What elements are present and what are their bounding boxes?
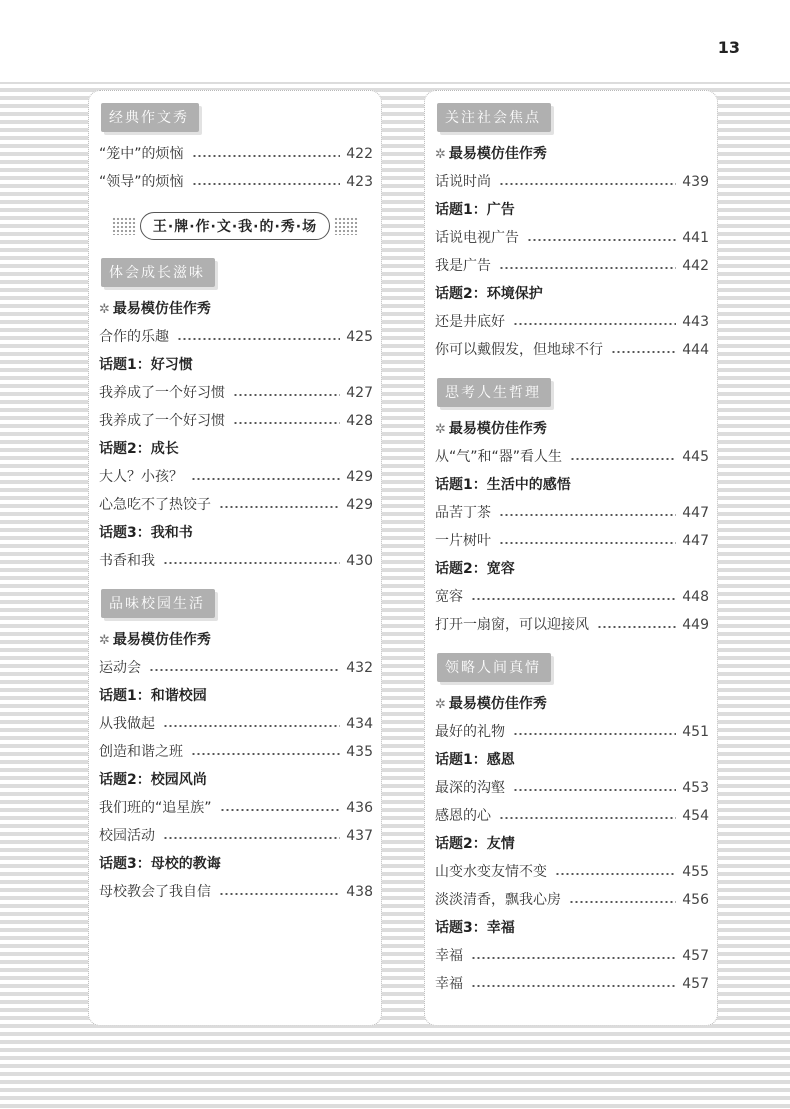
label-text: 最易模仿佳作秀: [448, 146, 547, 162]
section-heading: 经典作文秀: [101, 103, 199, 132]
entry-title: 创造和谐之班: [99, 744, 183, 760]
dot-leader: [149, 669, 340, 671]
topic-label: [97, 351, 373, 379]
featured-label: [433, 690, 709, 718]
toc-section: [97, 585, 373, 906]
entry-title: 运动会: [99, 660, 141, 676]
toc-entry[interactable]: [433, 499, 709, 527]
page-header: [0, 0, 790, 82]
toc-entry[interactable]: [97, 379, 373, 407]
dot-leader: [192, 183, 341, 185]
entry-page-number: 436: [346, 800, 373, 816]
dot-leader: [192, 155, 341, 157]
label-text: 话题2：友情: [435, 836, 515, 852]
label-text: 话题3：幸福: [435, 920, 515, 936]
decorative-dots-right: [334, 217, 358, 235]
label-text: 话题2：环境保护: [435, 286, 543, 302]
toc-right-column: [424, 90, 718, 1026]
entry-title: 我养成了一个好习惯: [99, 385, 225, 401]
dot-leader: [499, 267, 676, 269]
label-text: 话题1：和谐校园: [99, 688, 207, 704]
entry-page-number: 429: [346, 469, 373, 485]
toc-entry[interactable]: [433, 583, 709, 611]
toc-right-content: [425, 91, 717, 998]
dot-leader: [513, 789, 676, 791]
entry-page-number: 438: [346, 884, 373, 900]
gear-icon: ✲: [99, 302, 110, 317]
featured-label: [97, 626, 373, 654]
entry-page-number: 443: [682, 314, 709, 330]
toc-entry[interactable]: [97, 323, 373, 351]
label-text: 最易模仿佳作秀: [448, 421, 547, 437]
entry-title: 宽容: [435, 589, 463, 605]
toc-entry[interactable]: [433, 718, 709, 746]
dot-leader: [499, 183, 676, 185]
toc-left-column: [88, 90, 382, 1026]
section-heading: 体会成长滋味: [101, 258, 215, 287]
entry-page-number: 448: [682, 589, 709, 605]
dot-leader: [191, 478, 340, 480]
dot-leader: [569, 901, 676, 903]
entry-title: “领导”的烦恼: [99, 174, 184, 190]
label-text: 话题1：广告: [435, 202, 515, 218]
dot-leader: [233, 422, 340, 424]
entry-title: 最深的沟壑: [435, 780, 505, 796]
entry-title: 我们班的“追星族”: [99, 800, 212, 816]
entry-title: 合作的乐趣: [99, 329, 169, 345]
toc-entry[interactable]: [433, 802, 709, 830]
toc-entry[interactable]: [97, 654, 373, 682]
topic-label: [97, 435, 373, 463]
topic-label: [433, 555, 709, 583]
label-text: 话题2：成长: [99, 441, 179, 457]
gear-icon: ✲: [435, 697, 446, 712]
toc-entry[interactable]: [97, 407, 373, 435]
toc-entry[interactable]: [433, 611, 709, 639]
dot-leader: [611, 351, 676, 353]
section-heading: 品味校园生活: [101, 589, 215, 618]
toc-entry[interactable]: [97, 140, 373, 168]
entry-page-number: 453: [682, 780, 709, 796]
label-text: 话题3：我和书: [99, 525, 193, 541]
toc-entry[interactable]: [97, 878, 373, 906]
dot-leader: [219, 893, 340, 895]
dot-leader: [597, 626, 676, 628]
decorative-dots-left: [112, 217, 136, 235]
toc-entry[interactable]: [433, 443, 709, 471]
entry-title: 从“气”和“器”看人生: [435, 449, 563, 465]
entry-page-number: 439: [682, 174, 709, 190]
topic-label: [433, 280, 709, 308]
entry-title: 品苦丁茶: [435, 505, 491, 521]
topic-label: [97, 850, 373, 878]
section-heading: 领略人间真情: [437, 653, 551, 682]
entry-page-number: 457: [682, 948, 709, 964]
entry-title: 还是井底好: [435, 314, 505, 330]
toc-entry[interactable]: [433, 774, 709, 802]
entry-page-number: 456: [682, 892, 709, 908]
featured-label: [433, 140, 709, 168]
entry-page-number: 432: [346, 660, 373, 676]
dot-leader: [471, 598, 676, 600]
entry-title: 我养成了一个好习惯: [99, 413, 225, 429]
dot-leader: [219, 506, 340, 508]
label-text: 话题2：宽容: [435, 561, 515, 577]
entry-page-number: 457: [682, 976, 709, 992]
toc-entry[interactable]: [97, 463, 373, 491]
dot-leader: [499, 514, 676, 516]
label-text: 话题1：好习惯: [99, 357, 193, 373]
entry-title: 从我做起: [99, 716, 155, 732]
entry-title: 大人？小孩？: [99, 469, 183, 485]
toc-entry[interactable]: [433, 886, 709, 914]
toc-entry[interactable]: [97, 491, 373, 519]
toc-entry[interactable]: [433, 336, 709, 364]
section-banner: [97, 212, 373, 240]
label-text: 最易模仿佳作秀: [448, 696, 547, 712]
entry-title: 打开一扇窗，可以迎接风: [435, 617, 589, 633]
entry-title: 心急吃不了热饺子: [99, 497, 211, 513]
toc-entry[interactable]: [97, 168, 373, 196]
label-text: 最易模仿佳作秀: [112, 632, 211, 648]
entry-page-number: 427: [346, 385, 373, 401]
banner-title: 王·牌·作·文·我·的·秀·场: [140, 212, 330, 240]
dot-leader: [220, 809, 341, 811]
label-text: 话题3：母校的教诲: [99, 856, 221, 872]
entry-page-number: 423: [346, 174, 373, 190]
topic-label: [97, 519, 373, 547]
entry-title: 话说时尚: [435, 174, 491, 190]
entry-title: 你可以戴假发，但地球不行: [435, 342, 603, 358]
toc-section: [433, 374, 709, 639]
entry-title: 校园活动: [99, 828, 155, 844]
entry-title: 母校教会了我自信: [99, 884, 211, 900]
entry-page-number: 430: [346, 553, 373, 569]
topic-label: [433, 471, 709, 499]
dot-leader: [499, 817, 676, 819]
entry-title: 我是广告: [435, 258, 491, 274]
entry-title: 幸福: [435, 948, 463, 964]
toc-entry[interactable]: [433, 224, 709, 252]
entry-title: 幸福: [435, 976, 463, 992]
section-heading: 思考人生哲理: [437, 378, 551, 407]
entry-page-number: 451: [682, 724, 709, 740]
entry-page-number: 447: [682, 533, 709, 549]
dot-leader: [499, 542, 676, 544]
dot-leader: [513, 733, 676, 735]
dot-leader: [527, 239, 676, 241]
toc-entry[interactable]: [97, 547, 373, 575]
topic-label: [433, 196, 709, 224]
entry-page-number: 422: [346, 146, 373, 162]
toc-entry[interactable]: [433, 942, 709, 970]
entry-page-number: 444: [682, 342, 709, 358]
entry-title: 最好的礼物: [435, 724, 505, 740]
entry-page-number: 449: [682, 617, 709, 633]
entry-title: 书香和我: [99, 553, 155, 569]
entry-page-number: 442: [682, 258, 709, 274]
topic-label: [97, 682, 373, 710]
dot-leader: [163, 837, 340, 839]
dot-leader: [471, 985, 676, 987]
entry-page-number: 425: [346, 329, 373, 345]
toc-section: [97, 254, 373, 575]
toc-left-content: [89, 91, 381, 906]
topic-label: [433, 830, 709, 858]
toc-entry[interactable]: [97, 822, 373, 850]
dot-leader: [177, 338, 340, 340]
entry-page-number: 437: [346, 828, 373, 844]
entry-page-number: 454: [682, 808, 709, 824]
toc-entry[interactable]: [433, 308, 709, 336]
dot-leader: [570, 458, 676, 460]
entry-title: 话说电视广告: [435, 230, 519, 246]
section-heading: 关注社会焦点: [437, 103, 551, 132]
topic-label: [97, 766, 373, 794]
toc-entry[interactable]: [433, 970, 709, 998]
toc-entry[interactable]: [97, 794, 373, 822]
gear-icon: ✲: [435, 147, 446, 162]
label-text: 话题2：校园风尚: [99, 772, 207, 788]
gear-icon: ✲: [99, 633, 110, 648]
label-text: 话题1：生活中的感悟: [435, 477, 571, 493]
toc-section: [433, 649, 709, 998]
page-number: 13: [717, 38, 740, 57]
toc-entry[interactable]: [433, 168, 709, 196]
label-text: 最易模仿佳作秀: [112, 301, 211, 317]
toc-section: [433, 99, 709, 364]
dot-leader: [191, 753, 340, 755]
dot-leader: [163, 725, 340, 727]
entry-page-number: 441: [682, 230, 709, 246]
entry-page-number: 428: [346, 413, 373, 429]
entry-page-number: 447: [682, 505, 709, 521]
entry-page-number: 455: [682, 864, 709, 880]
featured-label: [97, 295, 373, 323]
topic-label: [433, 914, 709, 942]
toc-entry[interactable]: [433, 252, 709, 280]
dot-leader: [471, 957, 676, 959]
dot-leader: [513, 323, 676, 325]
toc-entry[interactable]: [433, 527, 709, 555]
gear-icon: ✲: [435, 422, 446, 437]
featured-label: [433, 415, 709, 443]
dot-leader: [555, 873, 676, 875]
label-text: 话题1：感恩: [435, 752, 515, 768]
toc-entry[interactable]: [433, 858, 709, 886]
entry-title: 山变水变友情不变: [435, 864, 547, 880]
entry-title: 淡淡清香，飘我心房: [435, 892, 561, 908]
entry-page-number: 429: [346, 497, 373, 513]
toc-entry[interactable]: [97, 738, 373, 766]
topic-label: [433, 746, 709, 774]
dot-leader: [233, 394, 340, 396]
entry-page-number: 445: [682, 449, 709, 465]
entry-title: 感恩的心: [435, 808, 491, 824]
entry-page-number: 435: [346, 744, 373, 760]
toc-section: [97, 99, 373, 196]
entry-page-number: 434: [346, 716, 373, 732]
entry-title: 一片树叶: [435, 533, 491, 549]
toc-entry[interactable]: [97, 710, 373, 738]
entry-title: “笼中”的烦恼: [99, 146, 184, 162]
dot-leader: [163, 562, 340, 564]
